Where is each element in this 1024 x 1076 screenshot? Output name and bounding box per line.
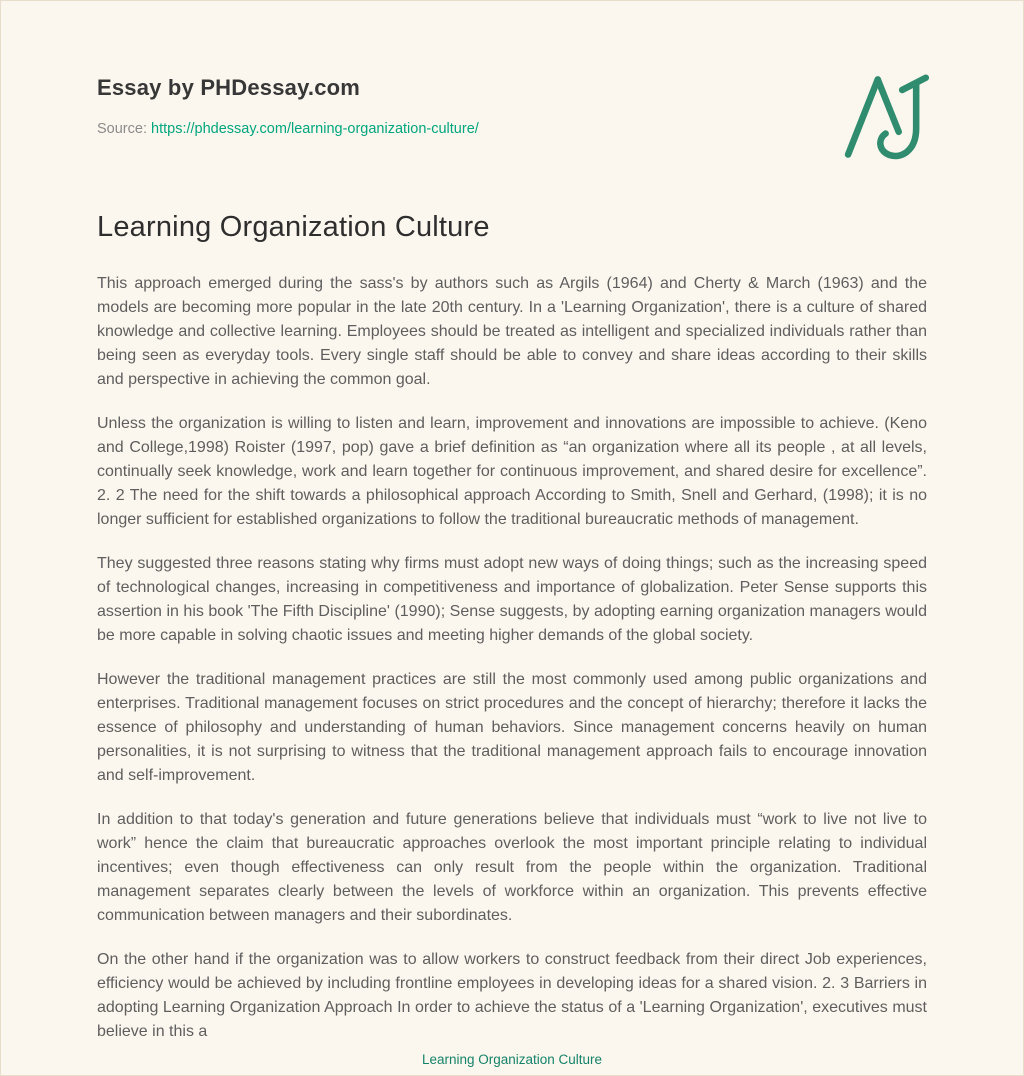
- article-paragraph: This approach emerged during the sass's by authors such as Argils (1964) and Cherty & March (1963) and the models are becoming more popular in the late 20th century. In a 'Learning Organization', there is a culture of shared knowledge and collective learning. Employees should be treated as intelligent and specialized individuals rather than being seen as everyday tools. Every single staff should be able to convey and share ideas according to their skills and perspective in achieving the common goal.: [97, 275, 927, 388]
- page-title: Learning Organization Culture: [97, 211, 490, 243]
- essay-body: [97, 272, 927, 1044]
- source-link[interactable]: https://phdessay.com/learning-organization-culture/: [151, 121, 479, 137]
- logo-stroke-a-right: [878, 79, 899, 131]
- source-label: Source:: [97, 121, 147, 137]
- article-paragraph: On the other hand if the organization was to allow workers to construct feedback from their direct Job experiences, efficiency would be achieved by including frontline employees in developing ideas for a shared vision. 2. 3 Barriers in adopting Learning Organization Approach In order to achieve the status of a 'Learning Organization', executives must believe in this a: [97, 951, 927, 1040]
- logo-stroke-a-left: [848, 79, 878, 154]
- article-paragraph: Unless the organization is willing to listen and learn, improvement and innovations are impossible to achieve. (Keno and College,1998) Roister (1997, pop) gave a brief definition as “an organization where all its people , at all levels, continually seek knowledge, work and learn together for continuous improvement, and shared desire for excellence”. 2. 2 The need for the shift towards a philosophical approach According to Smith, Snell and Gerhard, (1998); it is no longer sufficient for established organizations to follow the traditional bureaucratic methods of management.: [97, 415, 927, 528]
- phdessay-monogram-icon: [837, 69, 929, 165]
- article-paragraph: However the traditional management practices are still the most commonly used among public organizations and enterprises. Traditional management focuses on strict procedures and the concept of hierarchy; therefore it lacks the essence of philosophy and understanding of human behaviors. Since management concerns heavily on human personalities, it is not surprising to witness that the traditional management approach fails to encourage innovation and self-improvement.: [97, 671, 927, 784]
- footer-title: Learning Organization Culture: [1, 1048, 1023, 1072]
- article-paragraph: In addition to that today's generation and future generations believe that individuals must “work to live not live to work” hence the claim that bureaucratic approaches overlook the most important principle relating to individual incentives; even though effectiveness can only result from the people within the organization. Traditional management separates clearly between the levels of workforce within an organization. This prevents effective communication between managers and their subordinates.: [97, 811, 927, 924]
- source-row: [97, 121, 927, 137]
- article-paragraph: They suggested three reasons stating why firms must adopt new ways of doing things; such as the increasing speed of technological changes, increasing in competitiveness and importance of globalization. Peter Sense supports this assertion in his book 'The Fifth Discipline' (1990); Sense suggests, by adopting earning organization managers would be more capable in solving chaotic issues and meeting higher demands of the global society.: [97, 555, 927, 644]
- essay-byline: Essay by PHDessay.com: [97, 75, 361, 100]
